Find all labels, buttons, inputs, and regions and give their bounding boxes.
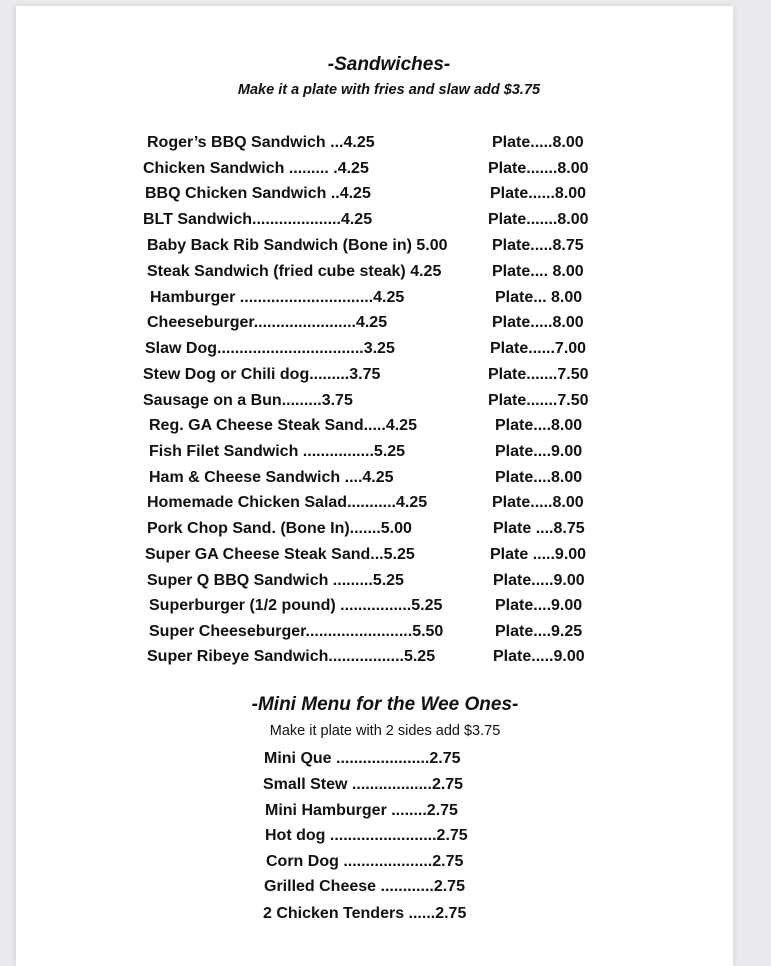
sandwich-item: Fish Filet Sandwich ................5.25 <box>149 443 406 460</box>
mini-menu-item: Mini Hamburger ........2.75 <box>265 802 458 819</box>
sandwich-item: Superburger (1/2 pound) ................5.25 <box>149 597 443 614</box>
mini-menu-item: Small Stew ..................2.75 <box>263 776 464 793</box>
sandwich-plate-price: Plate.....8.75 <box>492 237 584 254</box>
sandwich-item: Slaw Dog.................................3.25 <box>145 340 395 357</box>
sandwich-item: Sausage on a Bun.........3.75 <box>143 392 353 409</box>
sandwich-plate-price: Plate....9.25 <box>495 623 583 640</box>
sandwich-plate-price: Plate... 8.00 <box>495 289 583 306</box>
mini-menu-item: 2 Chicken Tenders ......2.75 <box>263 905 467 922</box>
sandwich-plate-price: Plate ....8.75 <box>493 520 585 537</box>
sandwich-plate-price: Plate....9.00 <box>495 597 583 614</box>
sandwich-item: Homemade Chicken Salad...........4.25 <box>147 494 428 511</box>
sandwich-item: Super Cheeseburger........................5.50 <box>149 623 444 640</box>
sandwich-item: Steak Sandwich (fried cube steak) 4.25 <box>147 263 442 280</box>
sandwich-item: Baby Back Rib Sandwich (Bone in) 5.00 <box>147 237 448 254</box>
sandwich-plate-price: Plate....8.00 <box>495 417 583 434</box>
mini-menu-subtitle: Make it plate with 2 sides add $3.75 <box>269 723 501 739</box>
sandwich-item: Reg. GA Cheese Steak Sand.....4.25 <box>149 417 417 434</box>
sandwich-item: Super Ribeye Sandwich.................5.25 <box>147 648 436 665</box>
mini-menu-title: -Mini Menu for the Wee Ones- <box>251 694 519 715</box>
sandwich-item: Super GA Cheese Steak Sand...5.25 <box>145 546 415 563</box>
sandwich-plate-price: Plate.......7.50 <box>488 392 589 409</box>
sandwich-plate-price: Plate.....8.00 <box>492 494 584 511</box>
sandwich-item: Roger’s BBQ Sandwich ...4.25 <box>147 134 375 151</box>
sandwich-plate-price: Plate.......8.00 <box>488 160 589 177</box>
sandwich-plate-price: Plate.... 8.00 <box>492 263 584 280</box>
sandwich-plate-price: Plate.....9.00 <box>493 572 585 589</box>
mini-menu-item: Hot dog ........................2.75 <box>265 827 468 844</box>
sandwich-item: Hamburger ..............................4.25 <box>150 289 405 306</box>
mini-menu-item: Grilled Cheese ............2.75 <box>264 878 465 895</box>
sandwich-item: Super Q BBQ Sandwich .........5.25 <box>147 572 404 589</box>
sandwich-plate-price: Plate .....9.00 <box>490 546 587 563</box>
sandwich-plate-price: Plate.....8.00 <box>492 314 584 331</box>
sandwich-item: Cheeseburger.......................4.25 <box>147 314 388 331</box>
sandwich-plate-price: Plate....8.00 <box>495 469 583 486</box>
mini-menu-item: Mini Que .....................2.75 <box>264 750 461 767</box>
sandwich-item: Chicken Sandwich ......... .4.25 <box>143 160 369 177</box>
sandwich-plate-price: Plate.......7.50 <box>488 366 589 383</box>
sandwich-plate-price: Plate.....9.00 <box>493 648 585 665</box>
sandwich-item: Ham & Cheese Sandwich ....4.25 <box>149 469 394 486</box>
sandwich-plate-price: Plate....9.00 <box>495 443 583 460</box>
mini-menu-item: Corn Dog ....................2.75 <box>266 853 464 870</box>
sandwich-item: BBQ Chicken Sandwich ..4.25 <box>145 185 371 202</box>
sandwiches-title: -Sandwiches- <box>327 54 451 75</box>
sandwich-plate-price: Plate.......8.00 <box>488 211 589 228</box>
menu-page <box>16 6 733 966</box>
sandwich-item: BLT Sandwich....................4.25 <box>143 211 373 228</box>
sandwiches-subtitle: Make it a plate with fries and slaw add $3.75 <box>237 82 541 98</box>
sandwich-plate-price: Plate......8.00 <box>490 185 587 202</box>
sandwich-item: Stew Dog or Chili dog.........3.75 <box>143 366 381 383</box>
sandwich-item: Pork Chop Sand. (Bone In).......5.00 <box>147 520 412 537</box>
sandwich-plate-price: Plate.....8.00 <box>492 134 584 151</box>
sandwich-plate-price: Plate......7.00 <box>490 340 587 357</box>
